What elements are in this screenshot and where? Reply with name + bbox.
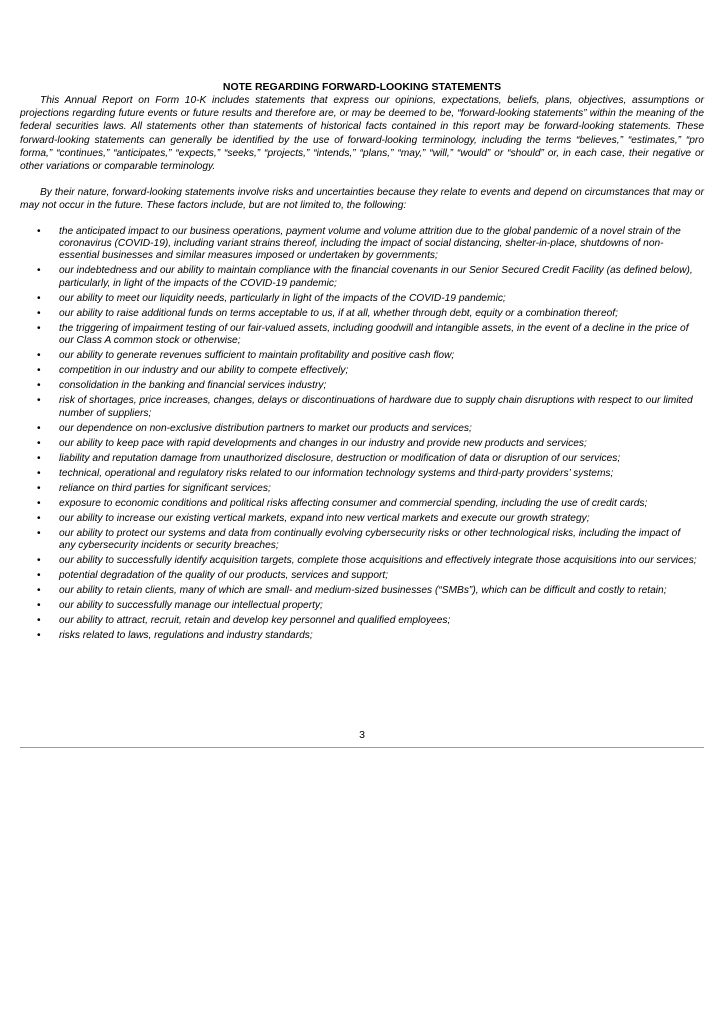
list-item — [20, 498, 704, 510]
bullet-icon: • — [37, 482, 41, 494]
bullet-icon: • — [37, 467, 41, 479]
list-item — [20, 380, 704, 392]
bullet-icon: • — [37, 497, 41, 509]
bullet-icon: • — [37, 600, 41, 612]
bullet-icon: • — [37, 350, 41, 362]
bullet-icon: • — [37, 265, 41, 277]
list-item — [20, 513, 704, 525]
risk-intro-paragraph: By their nature, forward-looking statements involve risks and uncertainties because they relate to events and depend on circumstances that may or may not occur in the future. These factors include, but are not limited to, the following: — [20, 187, 704, 212]
list-item-text: our ability to protect our systems and data from continually evolving cybersecurity risks or other technological risks, including the impact of any cybersecurity incidents or security breaches; — [59, 527, 681, 552]
list-item-text: our ability to meet our liquidity needs, particularly in light of the impacts of the COVID-19 pandemic; — [59, 292, 506, 304]
list-item — [20, 350, 704, 362]
list-item-text: reliance on third parties for significant services; — [59, 482, 271, 494]
bullet-icon: • — [37, 422, 41, 434]
bullet-icon: • — [37, 527, 41, 539]
section-heading: NOTE REGARDING FORWARD-LOOKING STATEMENTS — [222, 81, 502, 93]
list-item-text: our dependence on non-exclusive distribution partners to market our products and services; — [59, 422, 472, 434]
list-item-text: exposure to economic conditions and political risks affecting consumer and commercial spending, including the use of credit cards; — [59, 497, 648, 509]
list-item-text: our ability to successfully manage our intellectual property; — [59, 600, 323, 612]
bullet-icon: • — [37, 437, 41, 449]
bullet-icon: • — [37, 570, 41, 582]
list-item — [20, 293, 704, 305]
bullet-icon: • — [37, 555, 41, 567]
list-item — [20, 483, 704, 495]
list-item — [20, 323, 704, 348]
list-item-text: our ability to generate revenues sufficient to maintain profitability and positive cash flow; — [59, 350, 455, 362]
list-item — [20, 600, 704, 612]
risk-factor-list — [20, 226, 704, 643]
list-item — [20, 630, 704, 642]
list-item — [20, 423, 704, 435]
list-item-text: our ability to raise additional funds on terms acceptable to us, if at all, whether through debt, equity or a combination thereof; — [59, 307, 618, 319]
list-item — [20, 555, 704, 567]
list-item-text: competition in our industry and our ability to compete effectively; — [59, 365, 349, 377]
list-item-text: liability and reputation damage from unauthorized disclosure, destruction or modification of data or disruption of our services; — [59, 452, 621, 464]
list-item-text: our indebtedness and our ability to maintain compliance with the financial covenants in our Senior Secured Credit Facility (as defined below), particularly, in light of the impacts of the COVID-19 pandemic; — [59, 265, 693, 289]
list-item — [20, 570, 704, 582]
bullet-icon: • — [37, 365, 41, 377]
list-item — [20, 308, 704, 320]
bullet-icon: • — [37, 452, 41, 464]
list-item-text: potential degradation of the quality of our products, services and support; — [59, 570, 389, 582]
bullet-icon: • — [37, 307, 41, 319]
bullet-icon: • — [37, 395, 41, 407]
list-item — [20, 395, 704, 420]
list-item — [20, 528, 704, 553]
list-item — [20, 365, 704, 377]
list-item-text: the anticipated impact to our business operations, payment volume and volume attrition due to the global pandemic of a novel strain of the coronavirus (COVID-19), including variant strains thereof, including the impact of social distancing, shelter-in-place, shutdowns of non-essential businesses and similar measures imposed or undertaken by governments; — [59, 225, 681, 262]
list-item-text: the triggering of impairment testing of our fair-valued assets, including goodwill and intangible assets, in the event of a decline in the price of our Class A common stock or otherwise; — [59, 322, 689, 347]
bullet-icon: • — [37, 322, 41, 334]
list-item-text: our ability to retain clients, many of which are small- and medium-sized businesses (“SMBs”), which can be difficult and costly to retain; — [59, 585, 667, 597]
page-divider — [20, 747, 704, 748]
page-number: 3 — [359, 729, 365, 741]
bullet-icon: • — [37, 630, 41, 642]
list-item-text: technical, operational and regulatory risks related to our information technology systems and third-party providers’ systems; — [59, 467, 614, 479]
list-item — [20, 226, 704, 263]
bullet-icon: • — [37, 292, 41, 304]
intro-paragraph: This Annual Report on Form 10-K includes statements that express our opinions, expectations, beliefs, plans, objectives, assumptions or projections regarding future events or future results and therefore are, or may be deemed to be, “forward-looking statements” within the meaning of the federal securities laws. All statements other than statements of historical facts contained in this report may be forward-looking statements. These forward-looking statements can generally be identified by the use of forward-looking terminology, including the terms “believes,” “estimates,” “pro forma,” “continues,” “anticipates,” “expects,” “seeks,” “projects,” “intends,” “plans,” “may,” “will,” “would” or “should” or, in each case, their negative or other variations or comparable terminology. — [20, 95, 704, 173]
list-item-text: consolidation in the banking and financial services industry; — [59, 380, 327, 392]
bullet-icon: • — [37, 225, 41, 237]
list-item — [20, 585, 704, 597]
bullet-icon: • — [37, 512, 41, 524]
list-item-text: our ability to attract, recruit, retain and develop key personnel and qualified employees; — [59, 615, 451, 627]
list-item-text: our ability to increase our existing vertical markets, expand into new vertical markets and execute our growth strategy; — [59, 512, 590, 524]
list-item — [20, 615, 704, 627]
document-page — [20, 80, 704, 645]
list-item-text: risk of shortages, price increases, changes, delays or discontinuations of hardware due to supply chain disruptions with respect to our limited number of suppliers; — [59, 395, 693, 419]
list-item-text: risks related to laws, regulations and industry standards; — [59, 630, 313, 642]
bullet-icon: • — [37, 380, 41, 392]
list-item-text: our ability to keep pace with rapid developments and changes in our industry and provide new products and services; — [59, 437, 587, 449]
list-item-text: our ability to successfully identify acquisition targets, complete those acquisitions and effectively integrate those acquisitions into our services; — [59, 555, 697, 567]
bullet-icon: • — [37, 585, 41, 597]
list-item — [20, 438, 704, 450]
list-item — [20, 453, 704, 465]
list-item — [20, 265, 704, 290]
list-item — [20, 468, 704, 480]
bullet-icon: • — [37, 615, 41, 627]
